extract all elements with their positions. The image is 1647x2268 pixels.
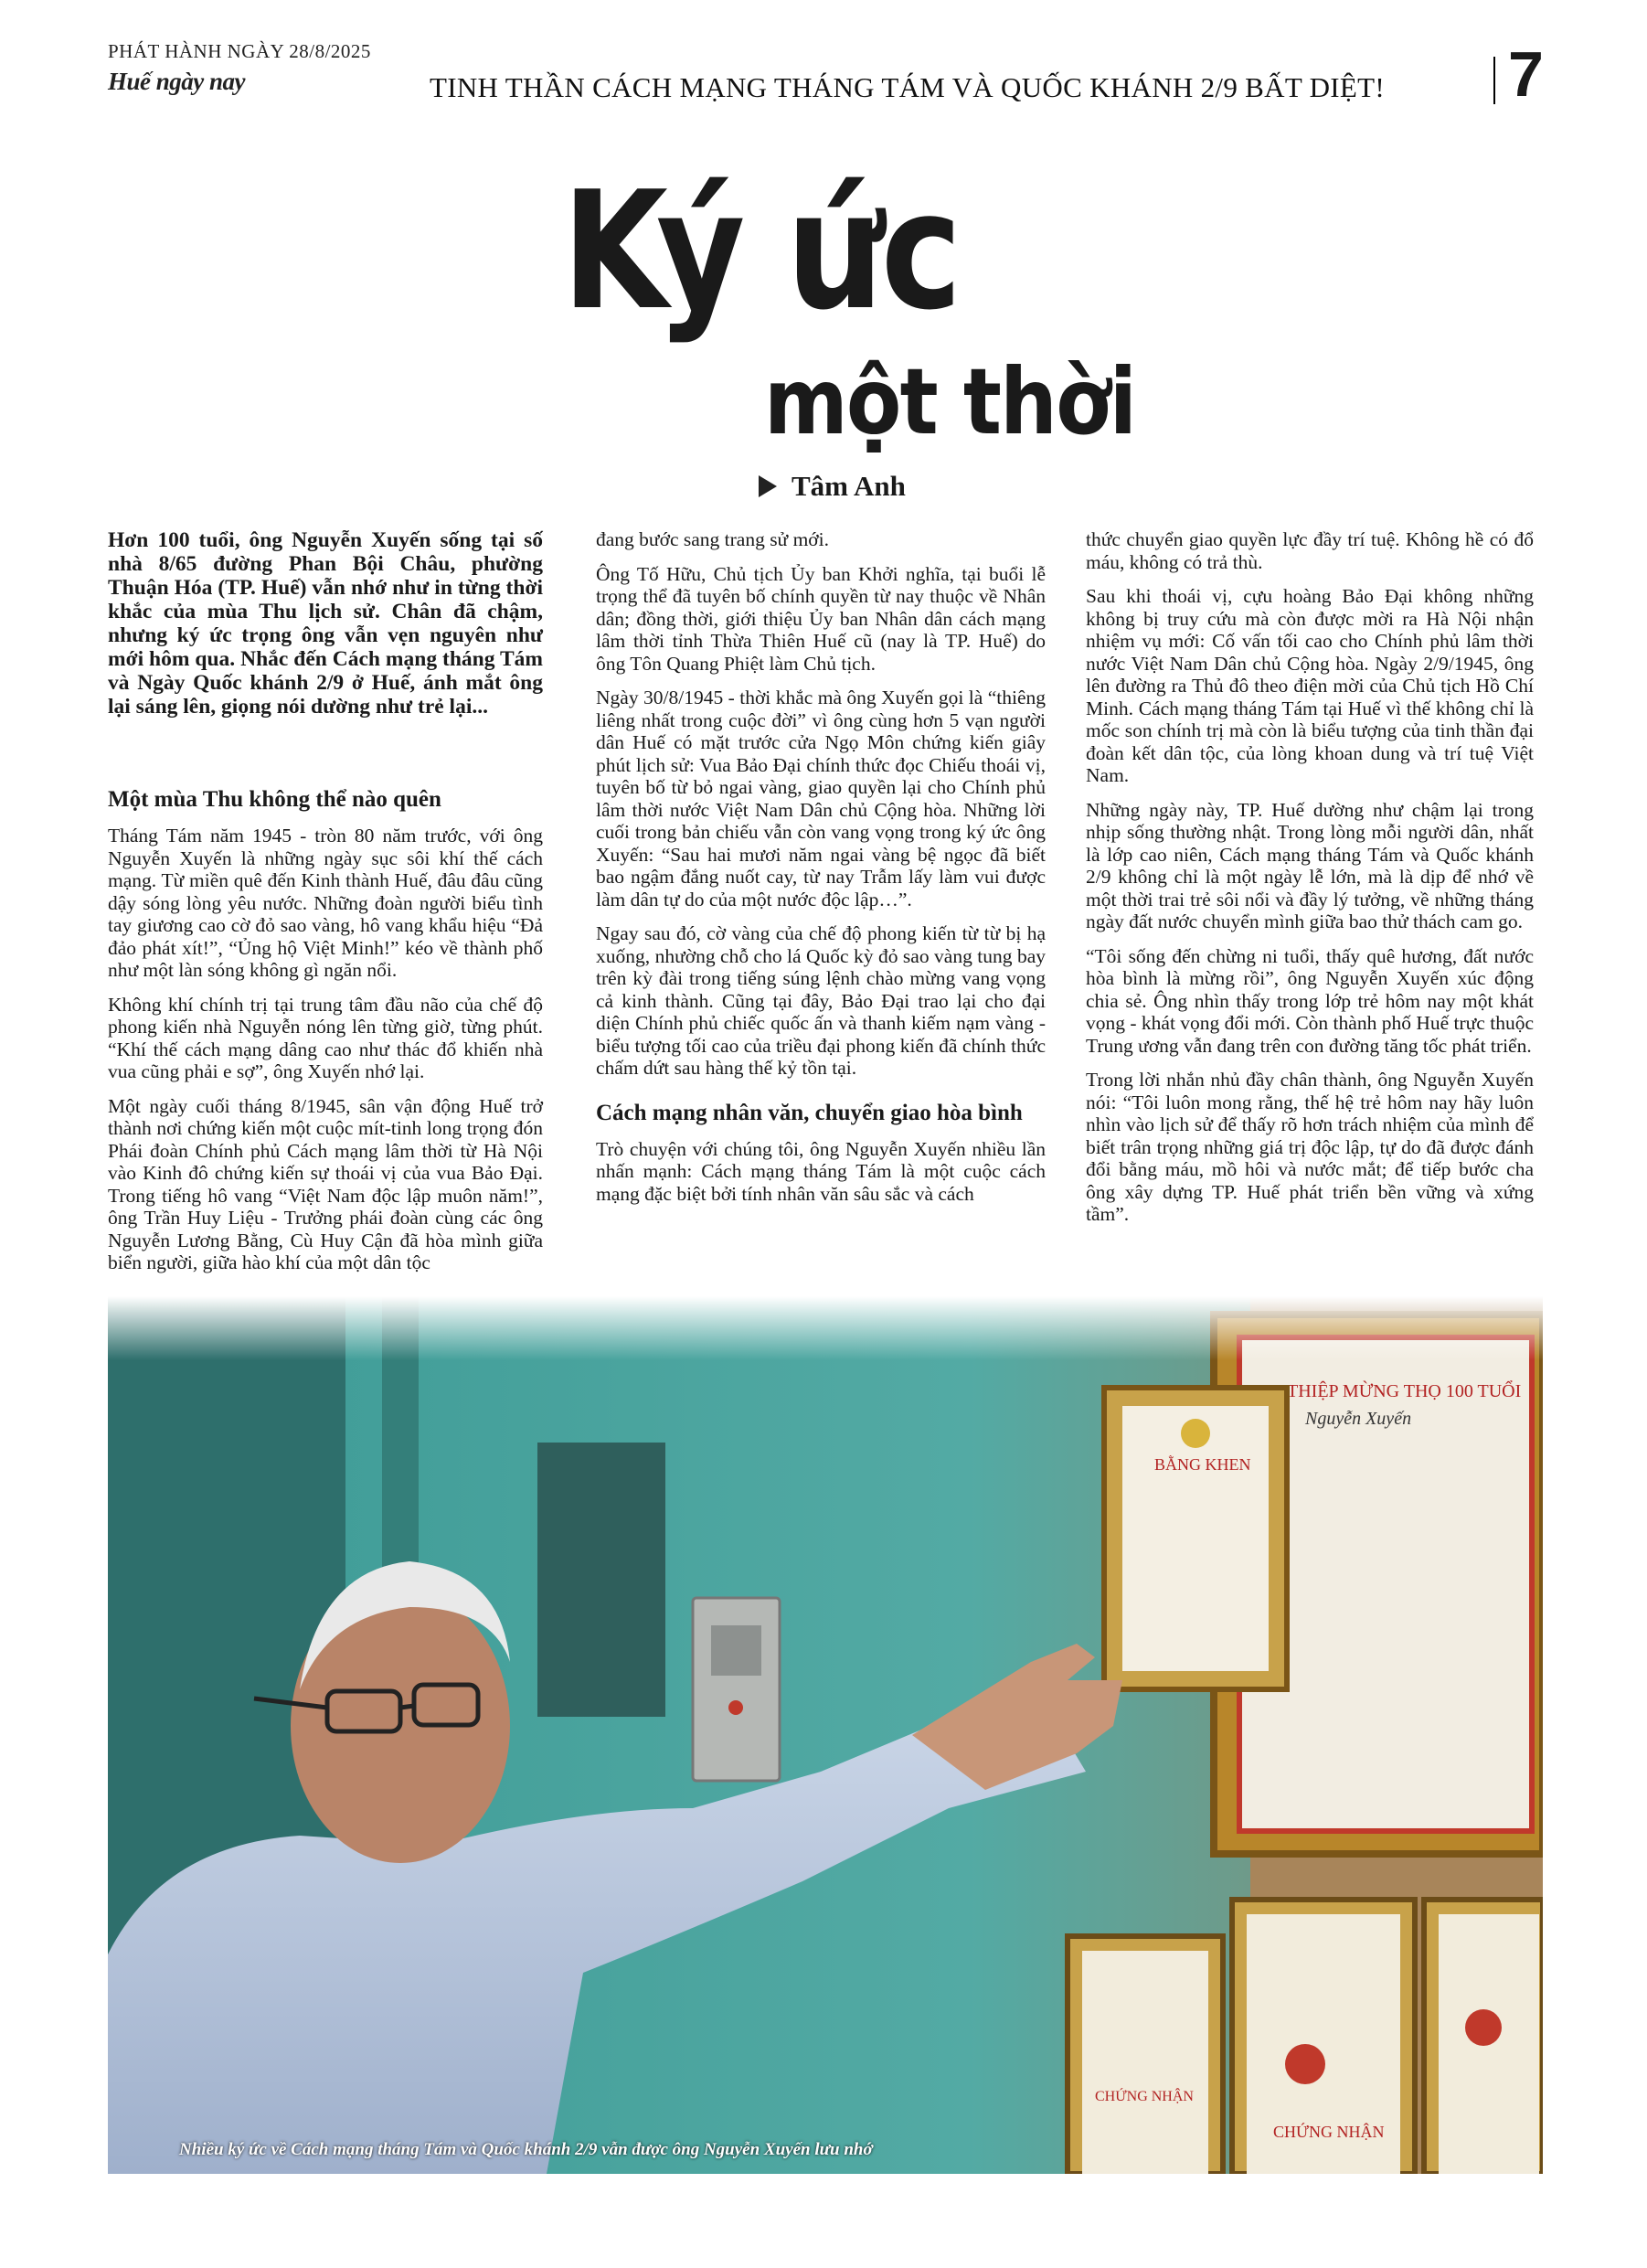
paragraph: Không khí chính trị tại trung tâm đầu não của chế độ phong kiến nhà Nguyễn nóng lên từng giờ, từng phút. “Khí thế cách mạng dâng cao như thác đổ khiến nhà vua cũng phải e sợ”, ông Xuyến nhớ lại. <box>108 993 543 1082</box>
paragraph: Một ngày cuối tháng 8/1945, sân vận động Huế trở thành nơi chứng kiến một cuộc mít-tinh long trọng đón Phái đoàn Chính phủ Cách mạng lâm thời từ Hà Nội vào Kinh đô chứng kiến sự thoái vị của vua Bảo Đại. Trong tiếng hô vang “Việt Nam độc lập muôn năm!”, ông Trần Huy Liệu - Trưởng phái đoàn cùng các ông Nguyễn Lương Bằng, Cù Huy Cận đã hòa mình giữa biển người, giữa hào khí của một dân tộc <box>108 1094 543 1273</box>
paragraph: Trò chuyện với chúng tôi, ông Nguyễn Xuyến nhiều lần nhấn mạnh: Cách mạng tháng Tám là một cuộc cách mạng đặc biệt bởi tính nhân văn sâu sắc và cách <box>596 1137 1046 1205</box>
column-2 <box>596 528 1046 1217</box>
paragraph: Sau khi thoái vị, cựu hoàng Bảo Đại không những không bị truy cứu mà còn được mời ra Hà Nội nhận nhiệm vụ mới: Cố vấn tối cao cho Chính phủ lâm thời nước Việt Nam Dân chủ Cộng hòa. Ngày 2/9/1945, ông lên đường ra Thủ đô theo điện mời của Chủ tịch Hồ Chí Minh. Cách mạng tháng Tám tại Huế vì thế không chỉ là mốc son chính trị mà còn là biểu tượng của tinh thần đại đoàn kết dân tộc, của lòng khoan dung và trí tuệ Việt Nam. <box>1086 585 1534 786</box>
column-3 <box>1086 528 1534 1238</box>
newspaper-brand: Huế ngày nay <box>108 68 246 95</box>
certificate-title: THIỆP MỪNG THỌ 100 TUỔI <box>1287 1381 1522 1401</box>
subheading-1: Một mùa Thu không thể nào quên <box>108 787 441 812</box>
certificate-name: Nguyễn Xuyến <box>1305 1409 1412 1429</box>
award-1-title: BẰNG KHEN <box>1154 1455 1251 1474</box>
paragraph: Ngày 30/8/1945 - thời khắc mà ông Xuyến gọi là “thiêng liêng nhất trong cuộc đời” vì ông cùng hơn 5 vạn người dân Huế có mặt trước cửa Ngọ Môn chứng kiến giây phút lịch sử: Vua Bảo Đại chính thức đọc Chiếu thoái vị, tuyên bố từ bỏ ngai vàng, giao quyền lại cho Chính phủ lâm thời nước Việt Nam Dân chủ Cộng hòa. Những lời cuối trong bản chiếu vẫn còn vang vọng trong ký ức ông Xuyến: “Sau hai mươi năm ngai vàng bệ ngọc đã biết bao ngậm đắng nuốt cay, từ nay Trẫm lấy làm vui được làm dân tự do của một nước độc lập…”. <box>596 687 1046 910</box>
paragraph: Những ngày này, TP. Huế dường như chậm lại trong nhịp sống thường nhật. Trong lòng mỗi người dân, nhất là lớp cao niên, Cách mạng tháng Tám và Quốc khánh 2/9 không chỉ là một ngày lễ lớn, mà là dịp để nhớ về một thời trai trẻ sôi nổi và đầy lý tưởng, về những tháng ngày đất nước chuyển mình giữa bao thử thách cam go. <box>1086 798 1534 932</box>
paragraph: “Tôi sống đến chừng ni tuổi, thấy quê hương, đất nước hòa bình là mừng rồi”, ông Nguyễn Xuyến xúc động chia sẻ. Ông nhìn thấy trong lớp trẻ hôm nay một khát vọng - khát vọng đổi mới. Còn thành phố Huế trực thuộc Trung ương vẫn đang trên con đường tăng tốc phát triển. <box>1086 944 1534 1057</box>
paragraph: Trong lời nhắn nhủ đầy chân thành, ông Nguyễn Xuyến nói: “Tôi luôn mong rằng, thế hệ trẻ hôm nay hãy luôn nhìn vào lịch sử để thấy rõ hơn trách nhiệm của mình để biết trân trọng những giá trị độc lập, tự do đã được đánh đổi bằng máu, mồ hôi và nước mắt; để tiếp bước cha ông xây dựng TP. Huế phát triển bền vững và xứng tầm”. <box>1086 1069 1534 1225</box>
award-3-title: CHỨNG NHẬN <box>1273 2123 1385 2141</box>
header-divider <box>1493 57 1495 104</box>
paragraph: Ông Tố Hữu, Chủ tịch Ủy ban Khởi nghĩa, tại buổi lễ trọng thể đã tuyên bố chính quyền từ nay thuộc về Nhân dân; đồng thời, giới thiệu Ủy ban Nhân dân cách mạng lâm thời tỉnh Thừa Thiên Huế cũ (nay là TP. Huế) do ông Tôn Quang Phiệt làm Chủ tịch. <box>596 562 1046 675</box>
article-lead: Hơn 100 tuổi, ông Nguyễn Xuyến sống tại số nhà 8/65 đường Phan Bội Châu, phường Thuận Hóa (TP. Huế) vẫn nhớ như in từng thời khắc của mùa Thu lịch sử. Chân đã chậm, nhưng ký ức trọng ông vẫn vẹn nguyên như mới hôm qua. Nhắc đến Cách mạng tháng Tám và Ngày Quốc khánh 2/9 ở Huế, ánh mắt ông lại sáng lên, giọng nói dường như trẻ lại... <box>108 528 543 719</box>
issue-date: PHÁT HÀNH NGÀY 28/8/2025 <box>108 40 371 62</box>
byline <box>759 470 906 503</box>
page-number: 7 <box>1508 38 1544 110</box>
award-2-title: CHỨNG NHẬN <box>1095 2089 1194 2104</box>
paragraph: Ngay sau đó, cờ vàng của chế độ phong kiến từ từ bị hạ xuống, nhường chỗ cho lá Quốc kỳ đỏ sao vàng tung bay trên kỳ đài trong tiếng súng lệnh chào mừng vang vọng cả kinh thành. Cũng tại đây, Bảo Đại trao lại cho đại diện Chính phủ chiếc quốc ấn và thanh kiếm nạm vàng - biểu tượng tối cao của triều đại phong kiến đã chính thức chấm dứt sau hàng thế kỷ tồn tại. <box>596 922 1046 1079</box>
photo-illustration <box>108 1296 1543 2174</box>
author-name: Tâm Anh <box>792 470 906 502</box>
play-triangle-icon <box>759 475 777 497</box>
article-title-line2: một thời <box>764 348 1136 455</box>
paragraph: Tháng Tám năm 1945 - tròn 80 năm trước, với ông Nguyễn Xuyến là những ngày sục sôi khí thế cách mạng. Từ miền quê đến Kinh thành Huế, đâu đâu cũng dậy sóng lòng yêu nước. Những đoàn người biểu tình tay giương cao cờ đỏ sao vàng, hô vang khẩu hiệu “Đả đảo phát xít!”, “Ủng hộ Việt Minh!” kéo về thành phố như một làn sóng không gì ngăn nổi. <box>108 825 543 981</box>
article-title-line1: Ký ức <box>562 156 960 346</box>
photo-caption: Nhiều ký ức về Cách mạng tháng Tám và Quốc khánh 2/9 vẫn được ông Nguyễn Xuyến lưu nhớ <box>179 2140 873 2159</box>
subheading-2: Cách mạng nhân văn, chuyển giao hòa bình <box>596 1100 1023 1125</box>
paragraph: đang bước sang trang sử mới. <box>596 528 830 550</box>
column-1 <box>108 528 543 1286</box>
article-photo <box>108 1296 1543 2174</box>
header-slogan: TINH THẦN CÁCH MẠNG THÁNG TÁM VÀ QUỐC KHÁNH 2/9 BẤT DIỆT! <box>430 71 1385 103</box>
paragraph: thức chuyển giao quyền lực đầy trí tuệ. Không hề có đổ máu, không có trả thù. <box>1086 528 1534 573</box>
